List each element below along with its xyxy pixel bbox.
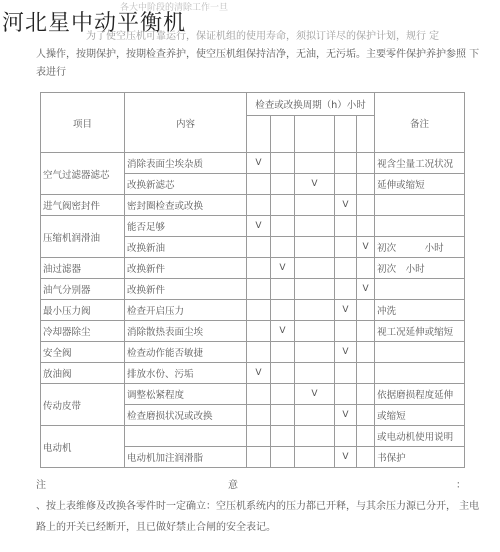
table-header-row <box>41 93 465 116</box>
intro-paragraph <box>36 28 480 82</box>
cell-period-mark <box>247 300 271 321</box>
cell-period-mark <box>247 384 271 405</box>
cell-period-mark <box>271 237 295 258</box>
cell-period-mark <box>247 258 271 279</box>
cell-period-mark: V <box>271 258 295 279</box>
cell-period-mark <box>295 405 335 426</box>
cell-period-mark <box>357 216 375 237</box>
cell-period-mark <box>357 300 375 321</box>
cell-period-mark <box>335 216 357 237</box>
cell-remark: 冲洗 <box>375 300 465 321</box>
cell-content: 密封圈检查或改换 <box>125 195 247 216</box>
cell-item: 压缩机润滑油 <box>41 216 125 258</box>
table-row <box>41 384 465 405</box>
table-row <box>41 195 465 216</box>
table-row <box>41 258 465 279</box>
cell-period-mark <box>271 363 295 384</box>
cell-remark <box>375 195 465 216</box>
table-row <box>41 216 465 237</box>
cell-period-mark <box>335 153 357 174</box>
cell-item: 传动皮带 <box>41 384 125 426</box>
cell-period-mark <box>271 300 295 321</box>
cell-remark: 依据磨损程度延伸 <box>375 384 465 405</box>
cell-period-mark: V <box>295 384 335 405</box>
cell-period-mark <box>357 342 375 363</box>
cell-period-mark <box>271 447 295 468</box>
cell-period-mark <box>247 447 271 468</box>
cell-period-mark <box>271 216 295 237</box>
cell-item: 油过滤器 <box>41 258 125 279</box>
cell-remark: 延伸或缩短 <box>375 174 465 195</box>
notes-paragraph <box>36 496 480 538</box>
cell-period-mark <box>357 426 375 447</box>
cell-content <box>125 426 247 447</box>
cell-period-mark: V <box>271 321 295 342</box>
note-line: 、按上表维修及改换各零件时一定确立：空压机系统内的压力都已开释，与其余压力源已分开， 主电 <box>36 501 480 512</box>
cell-remark: 初次 小时 <box>375 258 465 279</box>
cell-remark: 初次 小时 <box>375 237 465 258</box>
cell-period-mark <box>295 321 335 342</box>
cell-period-mark <box>247 426 271 447</box>
cell-remark: 视工况延伸或缩短 <box>375 321 465 342</box>
cell-period-mark: V <box>247 216 271 237</box>
cell-period-mark <box>335 237 357 258</box>
cell-content: 调整松紧程度 <box>125 384 247 405</box>
note-line: 路上的开关已经断开，且已做好禁止合闸的安全表记。 <box>36 522 276 533</box>
header-content: 内容 <box>125 93 247 153</box>
cell-period-mark: V <box>295 174 335 195</box>
cell-period-mark <box>271 174 295 195</box>
cell-period-mark <box>335 321 357 342</box>
cell-content: 检查开启压力 <box>125 300 247 321</box>
intro-line: 为了使空压机可靠运行，保证机组的使用寿命，须拟订详尽的保护计划，规行 定 <box>86 31 440 42</box>
note-label-yi: 意 <box>228 480 238 491</box>
cell-period-mark <box>357 153 375 174</box>
cell-content: 电动机加注润滑脂 <box>125 447 247 468</box>
note-label-colon: ： <box>456 480 466 491</box>
cell-content: 改换新滤芯 <box>125 174 247 195</box>
cell-period-mark <box>335 279 357 300</box>
cell-item: 冷却器除尘 <box>41 321 125 342</box>
cell-content: 改换新油 <box>125 237 247 258</box>
cell-period-mark <box>271 384 295 405</box>
cell-period-mark <box>357 258 375 279</box>
cell-item: 油气分别器 <box>41 279 125 300</box>
cell-period-mark <box>247 405 271 426</box>
intro-line: 人操作，按期保护，按期检查养护，使空压机组保持洁净，无油，无污垢。主要零件保护养护参照 下 <box>36 49 480 60</box>
cell-period-mark <box>247 174 271 195</box>
cell-item: 最小压力阀 <box>41 300 125 321</box>
cell-period-mark <box>357 174 375 195</box>
cell-period-mark: V <box>247 363 271 384</box>
table-row <box>41 300 465 321</box>
cell-period-mark: V <box>247 153 271 174</box>
period-col-5 <box>357 116 375 153</box>
cell-period-mark <box>295 279 335 300</box>
cell-remark <box>375 279 465 300</box>
cell-period-mark <box>357 363 375 384</box>
cell-period-mark <box>295 195 335 216</box>
cell-content: 检查磨损状况或改换 <box>125 405 247 426</box>
cell-period-mark: V <box>335 447 357 468</box>
document-title: 河北星中动平衡机 <box>2 11 187 36</box>
cell-period-mark <box>357 447 375 468</box>
cell-period-mark <box>335 426 357 447</box>
cell-period-mark <box>295 447 335 468</box>
table-row <box>41 279 465 300</box>
cell-period-mark: V <box>335 342 357 363</box>
cell-content: 消除表面尘埃杂质 <box>125 153 247 174</box>
cell-period-mark: V <box>335 300 357 321</box>
cell-remark: 或缩短 <box>375 405 465 426</box>
cell-period-mark <box>271 153 295 174</box>
cell-period-mark: V <box>357 237 375 258</box>
cell-period-mark <box>357 195 375 216</box>
cell-content: 能否足够 <box>125 216 247 237</box>
intro-line: 表进行 <box>36 67 66 78</box>
cell-period-mark <box>247 237 271 258</box>
cell-period-mark <box>295 216 335 237</box>
cell-period-mark: V <box>335 405 357 426</box>
cell-period-mark <box>357 405 375 426</box>
cell-period-mark <box>247 195 271 216</box>
cell-period-mark <box>335 363 357 384</box>
header-period: 检查或改换周期（h）小时 <box>247 93 375 116</box>
cell-period-mark: V <box>335 195 357 216</box>
cell-period-mark <box>271 426 295 447</box>
cell-content: 改换新件 <box>125 258 247 279</box>
cell-period-mark <box>335 258 357 279</box>
cell-period-mark <box>295 426 335 447</box>
cell-remark <box>375 363 465 384</box>
cell-remark <box>375 216 465 237</box>
cell-remark: 书保护 <box>375 447 465 468</box>
cell-content: 检查动作能否敏捷 <box>125 342 247 363</box>
cell-period-mark <box>295 237 335 258</box>
table-row <box>41 153 465 174</box>
cell-content: 消除散热表面尘埃 <box>125 321 247 342</box>
cell-content: 排放水份、污垢 <box>125 363 247 384</box>
cell-item: 空气过滤器滤芯 <box>41 153 125 195</box>
table-row <box>41 426 465 447</box>
table-row <box>41 321 465 342</box>
period-col-4 <box>335 116 357 153</box>
period-col-3 <box>295 116 335 153</box>
cell-period-mark <box>295 342 335 363</box>
header-item: 项目 <box>41 93 125 153</box>
header-remark: 备注 <box>375 93 465 153</box>
cell-remark: 或电动机使用说明 <box>375 426 465 447</box>
cell-remark: 视含尘量工况状况 <box>375 153 465 174</box>
cell-period-mark <box>247 342 271 363</box>
maintenance-table <box>40 92 465 468</box>
cell-period-mark <box>295 153 335 174</box>
watermark-text: 各大中阶段的清除工作一旦 <box>120 3 229 13</box>
cell-period-mark <box>295 300 335 321</box>
cell-period-mark <box>357 384 375 405</box>
cell-remark <box>375 342 465 363</box>
cell-period-mark <box>357 321 375 342</box>
cell-period-mark <box>247 321 271 342</box>
cell-period-mark <box>335 384 357 405</box>
cell-item: 进气阀密封件 <box>41 195 125 216</box>
cell-item: 安全阀 <box>41 342 125 363</box>
cell-period-mark <box>247 279 271 300</box>
cell-period-mark <box>271 195 295 216</box>
cell-period-mark: V <box>357 279 375 300</box>
table-row <box>41 342 465 363</box>
cell-period-mark <box>295 258 335 279</box>
cell-period-mark <box>271 405 295 426</box>
cell-content: 改换新件 <box>125 279 247 300</box>
cell-period-mark <box>295 363 335 384</box>
table-row <box>41 363 465 384</box>
cell-period-mark <box>271 279 295 300</box>
cell-period-mark <box>271 342 295 363</box>
cell-item: 放油阀 <box>41 363 125 384</box>
period-col-1 <box>247 116 271 153</box>
note-label-zhu: 注 <box>36 480 46 491</box>
cell-item: 电动机 <box>41 426 125 468</box>
period-col-2 <box>271 116 295 153</box>
cell-period-mark <box>335 174 357 195</box>
